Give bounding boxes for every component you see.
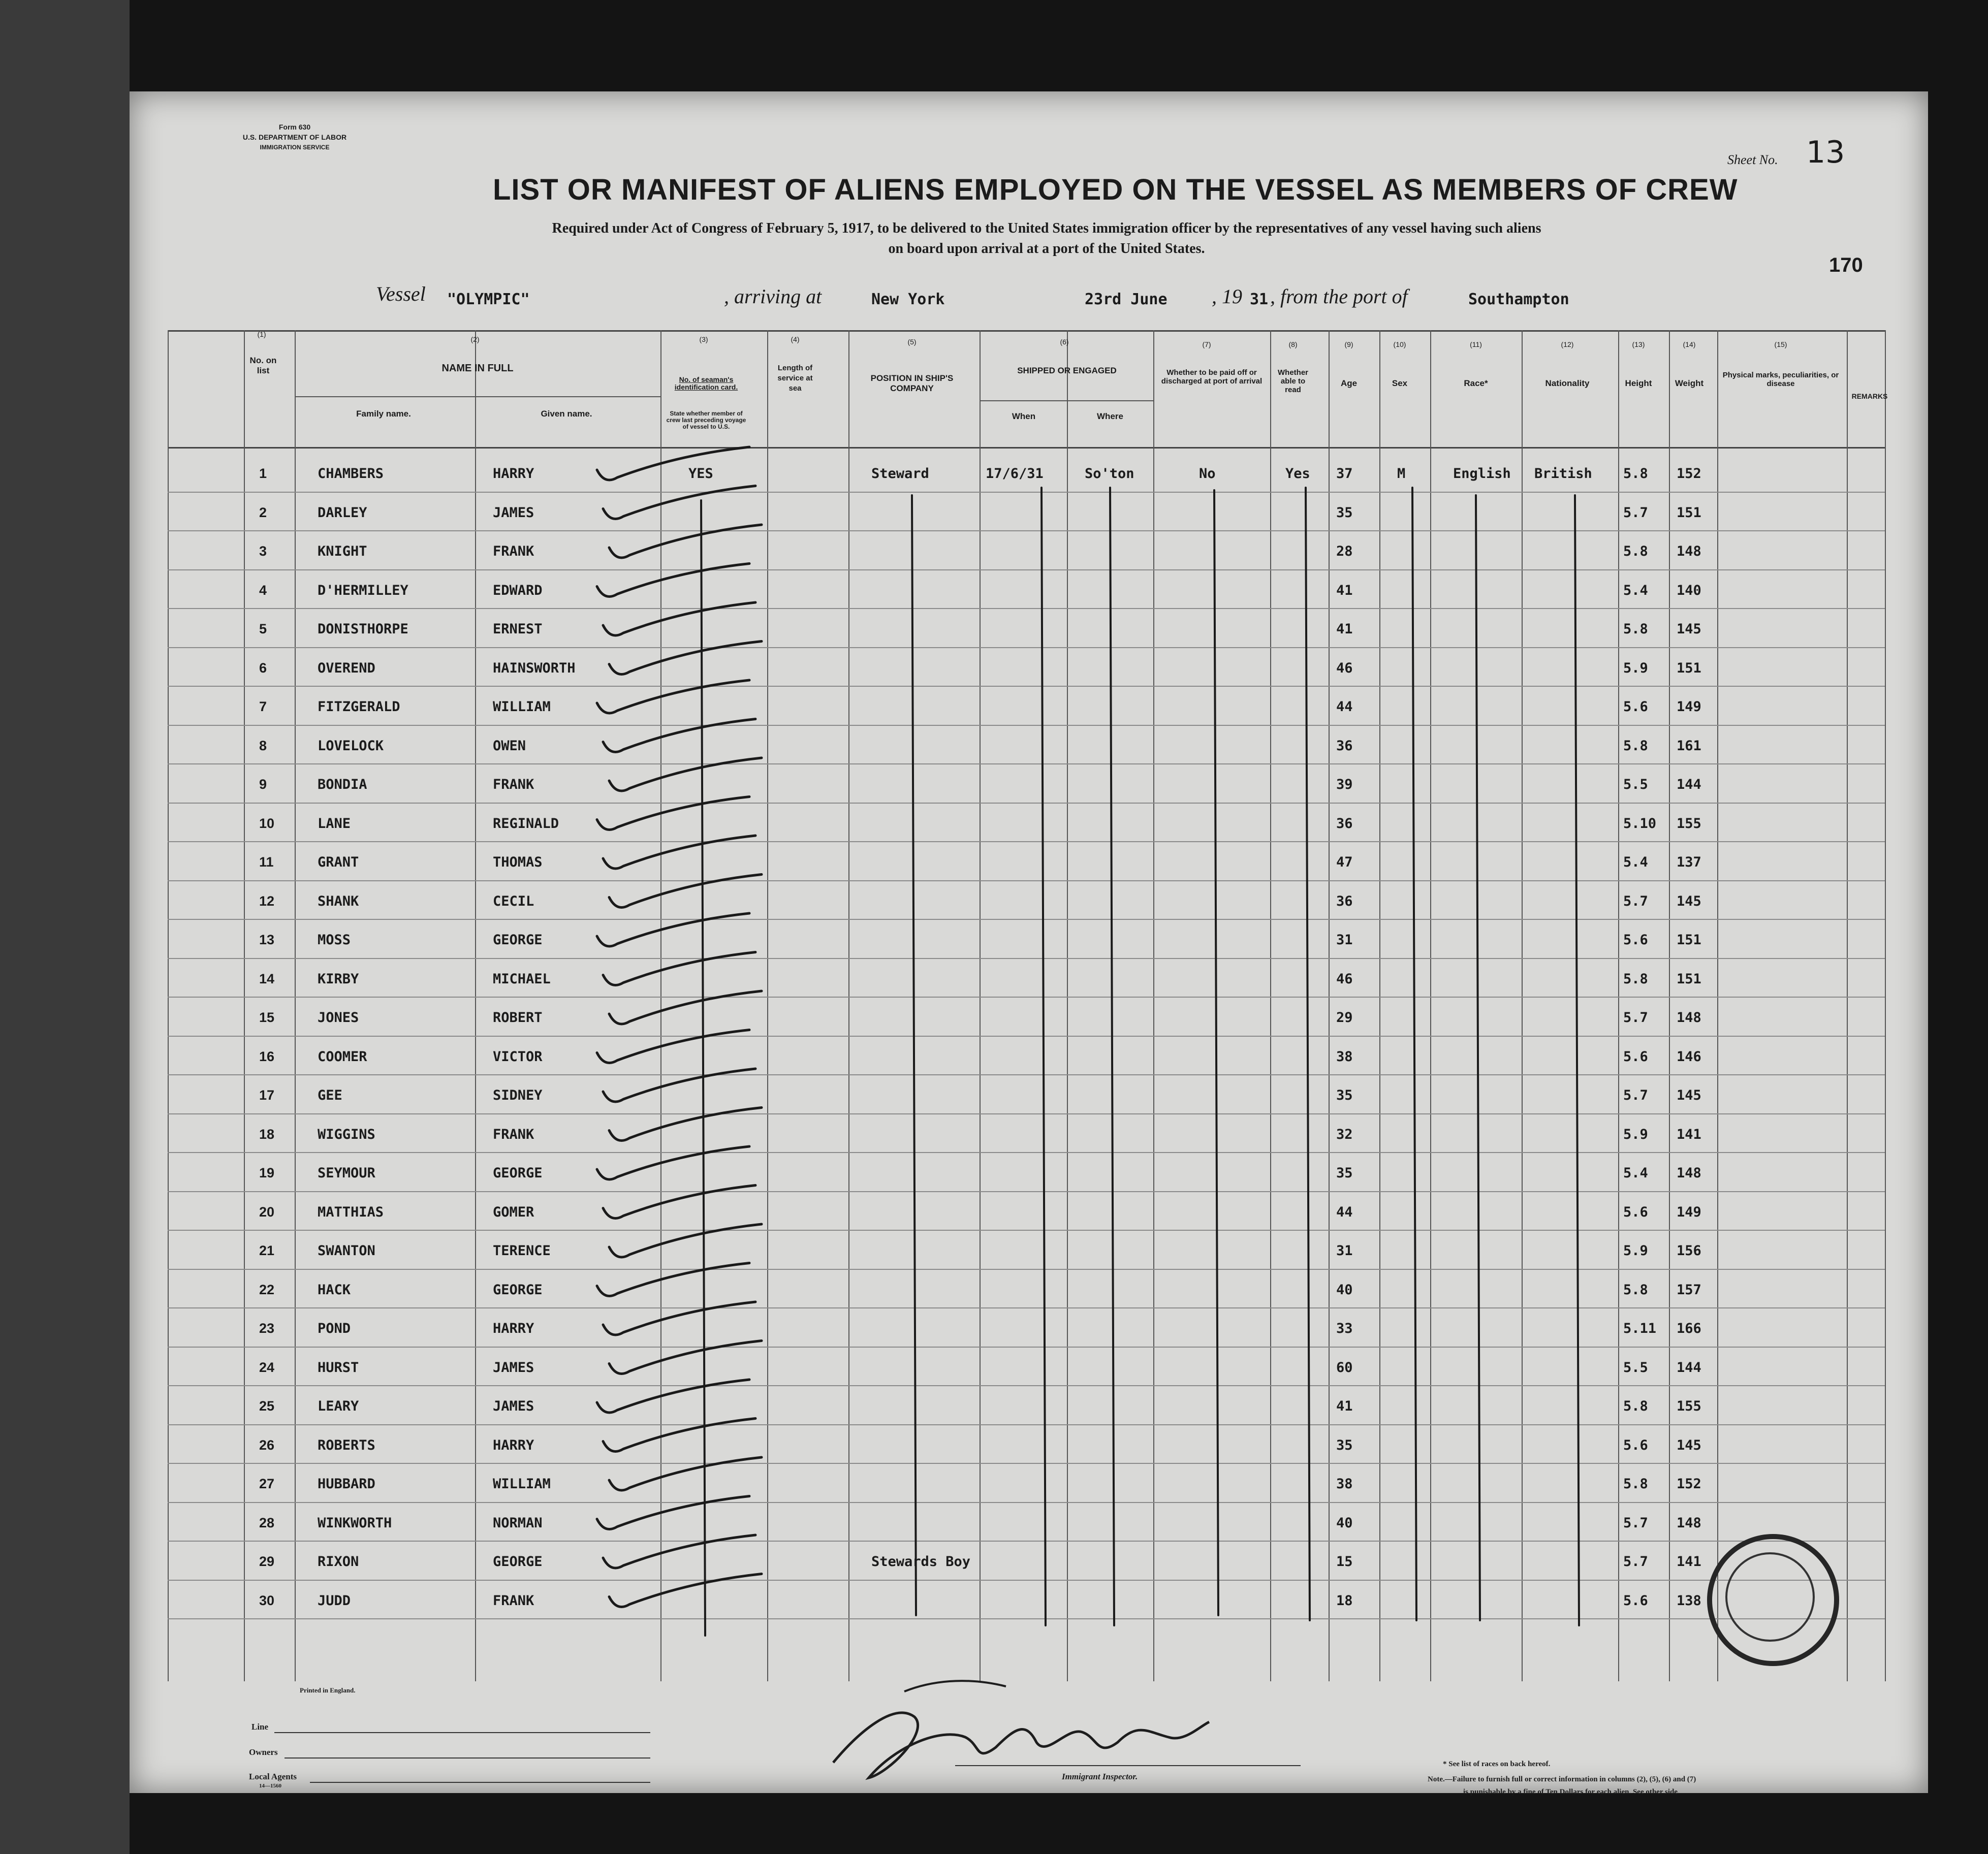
cell-given: HARRY	[493, 466, 534, 482]
inspector-label: Immigrant Inspector.	[1062, 1772, 1138, 1781]
cell-family: JUDD	[318, 1592, 351, 1609]
cell-weight: 148	[1677, 1515, 1701, 1531]
check-mark	[597, 680, 749, 713]
col16-header: REMARKS	[1851, 392, 1888, 400]
cell-age: 41	[1336, 582, 1353, 598]
cell-given: NORMAN	[493, 1515, 543, 1531]
cell-no: 19	[259, 1165, 275, 1180]
cell-weight: 148	[1677, 544, 1701, 559]
cell-given: CECIL	[493, 893, 534, 909]
cell-height: 5.6	[1623, 1592, 1648, 1609]
col14-number: (14)	[1683, 340, 1696, 348]
cell-no: 12	[259, 893, 275, 909]
cell-age: 38	[1336, 1048, 1353, 1065]
col2a-header: Family name.	[356, 409, 411, 419]
cell-family: COOMER	[318, 1048, 367, 1065]
page-title: LIST OR MANIFEST OF ALIENS EMPLOYED ON THE VESSEL AS MEMBERS OF CREW	[493, 173, 1738, 206]
cell-given: GOMER	[493, 1204, 534, 1220]
cell-family: MATTHIAS	[318, 1204, 384, 1220]
from-label: , from the port of	[1270, 285, 1408, 308]
cell-family: LOVELOCK	[318, 738, 384, 754]
cell-weight: 166	[1677, 1321, 1701, 1336]
cell-height: 5.8	[1623, 621, 1648, 637]
cell-given: FRANK	[493, 1126, 534, 1142]
cell-height: 5.4	[1623, 1165, 1648, 1181]
check-mark	[597, 1146, 749, 1179]
cell-family: BONDIA	[318, 777, 367, 792]
cell-family: D'HERMILLEY	[318, 582, 408, 598]
cell-no: 2	[259, 504, 267, 520]
cell-family: POND	[318, 1321, 351, 1336]
col15-header: Physical marks, peculiarities, or disease	[1722, 371, 1839, 388]
cell-weight: 151	[1677, 504, 1701, 521]
cell-weight: 148	[1677, 1165, 1701, 1181]
cell-family: KIRBY	[318, 971, 359, 987]
col5-header: POSITION IN SHIP'S COMPANY	[870, 373, 954, 393]
owners-label: Owners	[249, 1747, 278, 1757]
col10-number: (10)	[1393, 340, 1406, 348]
cell-race: English	[1453, 466, 1511, 482]
cell-family: HUBBARD	[318, 1476, 375, 1492]
departure-port: Southampton	[1468, 291, 1569, 308]
col3b-header: State whether member of crew last preceding voyage of vessel to U.S.	[666, 410, 746, 430]
check-mark	[597, 1263, 749, 1296]
cell-given: HAINSWORTH	[493, 660, 576, 676]
cell-height: 5.5	[1623, 777, 1648, 792]
cell-given: SIDNEY	[493, 1088, 543, 1103]
cell-weight: 151	[1677, 660, 1701, 676]
cell-no: 15	[259, 1010, 275, 1025]
year-prefix: , 19	[1212, 285, 1242, 308]
cell-family: HURST	[318, 1359, 359, 1376]
stamp-inner-ring	[1725, 1552, 1815, 1642]
cell-age: 36	[1336, 815, 1353, 832]
col9-header: Age	[1340, 378, 1358, 388]
cell-age: 41	[1336, 1398, 1353, 1414]
page-number: 170	[1829, 254, 1863, 276]
check-mark	[603, 1419, 755, 1452]
cell-family: SEYMOUR	[318, 1165, 375, 1181]
agents-label: Local Agents	[249, 1772, 297, 1781]
cell-age: 18	[1336, 1592, 1353, 1609]
agents-rule	[310, 1782, 650, 1783]
check-mark	[609, 642, 762, 675]
ditto-line	[1214, 490, 1218, 1615]
check-mark	[597, 1030, 749, 1063]
cell-no: 8	[259, 738, 267, 753]
cell-age: 46	[1336, 660, 1353, 676]
check-mark	[597, 1496, 749, 1529]
cell-no: 28	[259, 1515, 275, 1530]
cell-no: 26	[259, 1437, 275, 1453]
cell-age: 33	[1336, 1321, 1353, 1336]
year: 31	[1250, 291, 1269, 308]
penalty-note-1: Note.—Failure to furnish full or correct information in columns (2), (5), (6) and (7)	[1428, 1775, 1696, 1783]
cell-paid-off: No	[1199, 466, 1216, 482]
cell-age: 32	[1336, 1126, 1353, 1142]
cell-age: 35	[1336, 1088, 1353, 1103]
cell-age: 35	[1336, 504, 1353, 521]
cell-height: 5.5	[1623, 1359, 1648, 1376]
cell-given: FRANK	[493, 777, 534, 792]
cell-family: KNIGHT	[318, 544, 367, 559]
col4-header: Length of service at sea	[777, 364, 813, 393]
col13-number: (13)	[1632, 340, 1645, 348]
cell-given: JAMES	[493, 504, 534, 521]
col15-number: (15)	[1774, 340, 1787, 348]
cell-age: 35	[1336, 1165, 1353, 1181]
cell-height: 5.9	[1623, 660, 1648, 676]
cell-weight: 157	[1677, 1282, 1701, 1298]
col14-header: Weight	[1675, 378, 1704, 388]
cell-weight: 145	[1677, 893, 1701, 909]
cell-age: 40	[1336, 1282, 1353, 1298]
cell-when: 17/6/31	[986, 466, 1044, 482]
cell-no: 21	[259, 1243, 275, 1258]
cell-no: 17	[259, 1088, 275, 1103]
race-note: * See list of races on back hereof.	[1443, 1760, 1551, 1768]
cell-given: WILLIAM	[493, 1476, 551, 1492]
cell-family: GRANT	[318, 854, 359, 870]
ditto-line	[1412, 488, 1416, 1620]
check-mark	[603, 1535, 755, 1568]
cell-no: 9	[259, 777, 267, 792]
cell-given: WILLIAM	[493, 699, 551, 715]
cell-height: 5.7	[1623, 504, 1648, 521]
check-mark	[603, 1186, 755, 1219]
check-mark	[597, 913, 749, 946]
cell-family: LEARY	[318, 1398, 359, 1414]
cell-no: 16	[259, 1048, 275, 1064]
line-rule	[274, 1732, 650, 1733]
col4-number: (4)	[791, 335, 800, 343]
owners-rule	[285, 1757, 650, 1759]
cell-where: So'ton	[1085, 466, 1134, 482]
check-mark	[609, 1341, 762, 1374]
check-mark	[609, 1574, 762, 1607]
cell-family: GEE	[318, 1088, 342, 1103]
ditto-line	[1110, 488, 1114, 1625]
check-mark	[609, 875, 762, 908]
col6b-header: Where	[1097, 411, 1123, 421]
cell-height: 5.7	[1623, 1010, 1648, 1026]
ditto-line	[1042, 488, 1046, 1625]
cell-height: 5.8	[1623, 466, 1648, 482]
cell-weight: 144	[1677, 1359, 1701, 1376]
col7-number: (7)	[1202, 340, 1211, 348]
service: IMMIGRATION SERVICE	[260, 144, 330, 151]
col7-header: Whether to be paid off or discharged at port of arrival	[1161, 368, 1263, 386]
cell-age: 47	[1336, 854, 1353, 870]
cell-height: 5.6	[1623, 699, 1648, 715]
cell-weight: 141	[1677, 1126, 1701, 1142]
cell-weight: 152	[1677, 466, 1701, 482]
cell-given: FRANK	[493, 1592, 534, 1609]
col5-number: (5)	[907, 338, 917, 346]
col3-number: (3)	[699, 335, 708, 343]
cell-given: EDWARD	[493, 582, 543, 598]
col11-number: (11)	[1470, 340, 1482, 348]
cell-no: 7	[259, 699, 267, 714]
cell-weight: 161	[1677, 738, 1701, 754]
cell-no: 6	[259, 660, 267, 676]
cell-weight: 145	[1677, 1088, 1701, 1103]
col6a-header: When	[1012, 411, 1036, 421]
cell-age: 35	[1336, 1437, 1353, 1453]
cell-height: 5.8	[1623, 1476, 1648, 1492]
cell-weight: 137	[1677, 854, 1701, 870]
check-mark	[603, 836, 755, 869]
col3-header: No. of seaman's identification card.	[674, 375, 738, 391]
arrival-port: New York	[871, 291, 945, 308]
cell-no: 22	[259, 1282, 275, 1297]
cell-given: GEORGE	[493, 1554, 543, 1570]
col12-header: Nationality	[1545, 378, 1590, 388]
cell-age: 31	[1336, 932, 1353, 948]
cell-given: GEORGE	[493, 932, 543, 948]
col8-header: Whether able to read	[1278, 368, 1308, 394]
cell-given: ROBERT	[493, 1010, 543, 1026]
check-mark	[603, 602, 755, 635]
cell-position: Steward	[871, 466, 929, 482]
check-mark	[603, 1302, 755, 1335]
cell-weight: 155	[1677, 815, 1701, 832]
cell-height: 5.7	[1623, 1554, 1648, 1570]
cell-age: 46	[1336, 971, 1353, 987]
col11-header: Race*	[1464, 378, 1488, 388]
vessel-name: "OLYMPIC"	[447, 291, 530, 308]
cell-age: 44	[1336, 1204, 1353, 1220]
immigration-stamp	[1707, 1534, 1839, 1666]
cell-no: 5	[259, 621, 267, 636]
cell-height: 5.7	[1623, 1088, 1648, 1103]
cell-given: THOMAS	[493, 854, 543, 870]
arriving-label: , arriving at	[724, 285, 822, 308]
cell-family: HACK	[318, 1282, 351, 1298]
cell-sex: M	[1397, 466, 1406, 482]
ditto-line	[1575, 495, 1579, 1625]
cell-given: GEORGE	[493, 1282, 543, 1298]
cell-height: 5.8	[1623, 1282, 1648, 1298]
cell-age: 36	[1336, 738, 1353, 754]
col1-header: No. on list	[249, 356, 277, 375]
cell-no: 27	[259, 1476, 275, 1491]
arrival-date: 23rd June	[1085, 291, 1167, 308]
cell-family: OVEREND	[318, 660, 375, 676]
cell-family: JONES	[318, 1010, 359, 1026]
cell-family: WINKWORTH	[318, 1515, 392, 1531]
check-mark	[603, 486, 755, 519]
cell-weight: 144	[1677, 777, 1701, 792]
check-mark	[597, 564, 749, 597]
cell-no: 1	[259, 466, 267, 481]
cell-weight: 149	[1677, 699, 1701, 715]
cell-age: 39	[1336, 777, 1353, 792]
cell-height: 5.10	[1623, 815, 1657, 832]
cell-family: FITZGERALD	[318, 699, 400, 715]
cell-given: OWEN	[493, 738, 526, 754]
col12-number: (12)	[1561, 340, 1574, 348]
printed-in: Printed in England.	[300, 1686, 356, 1694]
cell-family: ROBERTS	[318, 1437, 375, 1453]
cell-height: 5.8	[1623, 544, 1648, 559]
cell-weight: 140	[1677, 582, 1701, 598]
cell-weight: 155	[1677, 1398, 1701, 1414]
cell-weight: 149	[1677, 1204, 1701, 1220]
cell-given: JAMES	[493, 1398, 534, 1414]
cell-no: 18	[259, 1126, 275, 1142]
check-mark	[609, 1457, 762, 1490]
cell-age: 15	[1336, 1554, 1353, 1570]
cell-age: 28	[1336, 544, 1353, 559]
cell-given: MICHAEL	[493, 971, 551, 987]
cell-family: SHANK	[318, 893, 359, 909]
col8-number: (8)	[1288, 340, 1298, 348]
cell-prev: YES	[688, 466, 713, 482]
form-code: 14—1560	[259, 1783, 281, 1789]
ditto-line	[912, 495, 916, 1615]
subtitle-line-2: on board upon arrival at a port of the United States.	[888, 241, 1205, 257]
col2-number: (2)	[470, 335, 480, 343]
cell-no: 10	[259, 815, 275, 831]
check-mark	[603, 952, 755, 985]
cell-family: MOSS	[318, 932, 351, 948]
col2-header: NAME IN FULL	[441, 363, 514, 374]
cell-weight: 138	[1677, 1592, 1701, 1609]
cell-age: 37	[1336, 466, 1353, 482]
cell-height: 5.8	[1623, 1398, 1648, 1414]
check-mark	[603, 719, 755, 752]
col13-header: Height	[1625, 378, 1652, 388]
cell-read: Yes	[1285, 466, 1310, 482]
cell-weight: 146	[1677, 1048, 1701, 1065]
cell-height: 5.6	[1623, 932, 1648, 948]
cell-no: 13	[259, 932, 275, 947]
cell-height: 5.8	[1623, 738, 1648, 754]
cell-height: 5.6	[1623, 1437, 1648, 1453]
sheet-number: 13	[1806, 135, 1845, 170]
cell-height: 5.11	[1623, 1321, 1657, 1336]
penalty-note-2: is punishable by a fine of Ten Dollars for each alien. See other side.	[1463, 1788, 1680, 1796]
cell-given: HARRY	[493, 1321, 534, 1336]
cell-family: CHAMBERS	[318, 466, 384, 482]
cell-no: 23	[259, 1321, 275, 1336]
cell-age: 44	[1336, 699, 1353, 715]
cell-family: RIXON	[318, 1554, 359, 1570]
check-mark	[609, 758, 762, 791]
cell-position: Stewards Boy	[871, 1554, 971, 1570]
cell-given: JAMES	[493, 1359, 534, 1376]
cell-weight: 141	[1677, 1554, 1701, 1570]
cell-given: TERENCE	[493, 1243, 551, 1259]
inspector-rule	[955, 1765, 1301, 1766]
ditto-line	[1306, 488, 1310, 1620]
check-mark	[609, 1224, 762, 1257]
inspector-signature	[813, 1671, 1219, 1788]
cell-no: 24	[259, 1359, 275, 1375]
check-mark	[609, 1108, 762, 1141]
cell-no: 29	[259, 1554, 275, 1569]
cell-given: HARRY	[493, 1437, 534, 1453]
cell-height: 5.9	[1623, 1243, 1648, 1259]
cell-age: 36	[1336, 893, 1353, 909]
cell-family: DARLEY	[318, 504, 367, 521]
col10-header: Sex	[1392, 378, 1408, 388]
cell-height: 5.7	[1623, 1515, 1648, 1531]
cell-nationality: British	[1534, 466, 1592, 482]
cell-given: REGINALD	[493, 815, 559, 832]
check-mark	[609, 991, 762, 1024]
line-label: Line	[251, 1722, 269, 1732]
check-mark	[603, 1069, 755, 1102]
cell-height: 5.4	[1623, 582, 1648, 598]
cell-weight: 148	[1677, 1010, 1701, 1026]
col2b-header: Given name.	[541, 409, 592, 419]
subtitle-line-1: Required under Act of Congress of February 5, 1917, to be delivered to the United States immigration officer by the representatives of any vessel having such aliens	[552, 220, 1541, 236]
cell-no: 30	[259, 1592, 275, 1608]
ditto-line	[1476, 495, 1480, 1620]
col9-number: (9)	[1344, 340, 1353, 348]
cell-given: ERNEST	[493, 621, 543, 637]
check-mark	[597, 797, 749, 830]
col6-header: SHIPPED OR ENGAGED	[1017, 366, 1117, 375]
cell-weight: 152	[1677, 1476, 1701, 1492]
cell-given: GEORGE	[493, 1165, 543, 1181]
cell-no: 11	[259, 854, 274, 870]
vessel-label: Vessel	[376, 282, 426, 305]
cell-height: 5.9	[1623, 1126, 1648, 1142]
cell-family: LANE	[318, 815, 351, 832]
cell-age: 41	[1336, 621, 1353, 637]
department: U.S. DEPARTMENT OF LABOR	[242, 133, 347, 141]
cell-height: 5.6	[1623, 1204, 1648, 1220]
col6-number: (6)	[1060, 338, 1069, 346]
check-mark	[597, 447, 749, 480]
cell-age: 40	[1336, 1515, 1353, 1531]
cell-given: FRANK	[493, 544, 534, 559]
check-mark	[609, 525, 762, 558]
cell-age: 31	[1336, 1243, 1353, 1259]
cell-height: 5.4	[1623, 854, 1648, 870]
cell-height: 5.8	[1623, 971, 1648, 987]
col1-number: (1)	[257, 330, 266, 338]
cell-no: 3	[259, 544, 267, 559]
cell-no: 4	[259, 582, 267, 598]
check-mark	[597, 1380, 749, 1413]
cell-no: 25	[259, 1398, 275, 1414]
cell-age: 38	[1336, 1476, 1353, 1492]
cell-given: VICTOR	[493, 1048, 543, 1065]
cell-age: 60	[1336, 1359, 1353, 1376]
cell-family: SWANTON	[318, 1243, 375, 1259]
cell-no: 20	[259, 1204, 275, 1220]
cell-family: WIGGINS	[318, 1126, 375, 1142]
cell-weight: 156	[1677, 1243, 1701, 1259]
cell-no: 14	[259, 971, 275, 986]
cell-height: 5.7	[1623, 893, 1648, 909]
form-number: Form 630	[278, 123, 311, 131]
cell-weight: 151	[1677, 971, 1701, 987]
cell-weight: 151	[1677, 932, 1701, 948]
cell-family: DONISTHORPE	[318, 621, 408, 637]
cell-weight: 145	[1677, 621, 1701, 637]
cell-weight: 145	[1677, 1437, 1701, 1453]
sheet-label: Sheet No.	[1727, 152, 1778, 167]
cell-age: 29	[1336, 1010, 1353, 1026]
cell-height: 5.6	[1623, 1048, 1648, 1065]
